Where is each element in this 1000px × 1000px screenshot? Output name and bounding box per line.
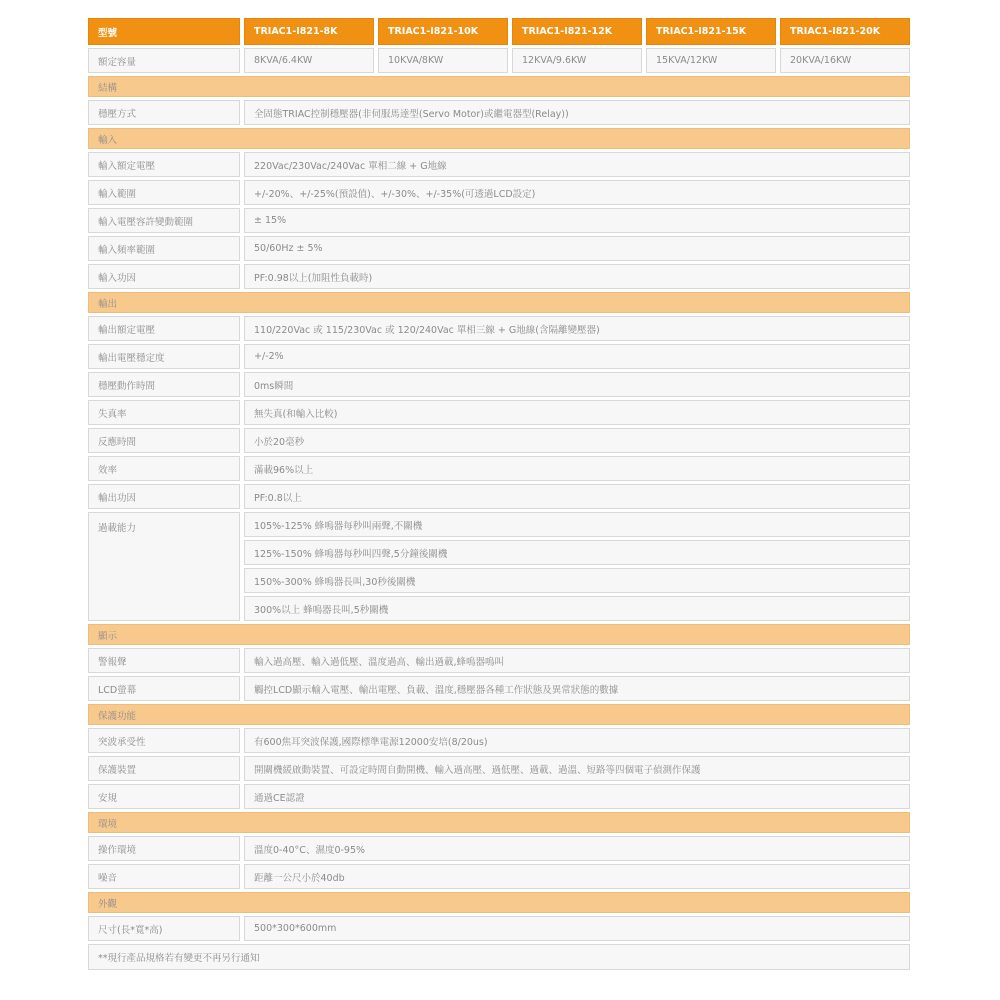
spec-value-0: 8KVA/6.4KW xyxy=(244,48,374,73)
spec-label: 穩壓方式 xyxy=(88,100,240,125)
section-title: 結構 xyxy=(88,76,910,97)
spec-row xyxy=(88,728,910,753)
spec-row xyxy=(88,316,910,341)
spec-value: 500*300*600mm xyxy=(244,916,910,941)
spec-label: 穩壓動作時間 xyxy=(88,372,240,397)
section-row xyxy=(88,76,910,97)
footnote-row xyxy=(88,944,910,970)
spec-row xyxy=(88,264,910,289)
spec-value: 220Vac/230Vac/240Vac 單相二線 + G地線 xyxy=(244,152,910,177)
spec-row xyxy=(88,676,910,701)
spec-value: 觸控LCD顯示輸入電壓、輸出電壓、負載、溫度,穩壓器各種工作狀態及異常狀態的數據 xyxy=(244,676,910,701)
spec-label: 額定容量 xyxy=(88,48,240,73)
spec-value: PF:0.98以上(加阻性負載時) xyxy=(244,264,910,289)
spec-row xyxy=(88,180,910,205)
section-title: 顯示 xyxy=(88,624,910,645)
spec-row xyxy=(88,100,910,125)
spec-label: 安規 xyxy=(88,784,240,809)
spec-value: +/-2% xyxy=(244,344,910,369)
spec-value: 全固態TRIAC控制穩壓器(非伺服馬達型(Servo Motor)或繼電器型(Relay)) xyxy=(244,100,910,125)
section-row xyxy=(88,292,910,313)
spec-label: LCD螢幕 xyxy=(88,676,240,701)
spec-label: 輸入範圍 xyxy=(88,180,240,205)
spec-value: 105%-125% 蜂鳴器每秒叫兩聲,不關機 xyxy=(244,512,910,537)
spec-value: +/-20%、+/-25%(預設值)、+/-30%、+/-35%(可透過LCD設定) xyxy=(244,180,910,205)
section-title: 輸出 xyxy=(88,292,910,313)
model-header-4: TRIAC1-I821-20K xyxy=(780,18,910,45)
model-header-1: TRIAC1-I821-10K xyxy=(378,18,508,45)
spec-value: 300%以上 蜂鳴器長叫,5秒關機 xyxy=(244,596,910,621)
spec-label: 反應時間 xyxy=(88,428,240,453)
spec-value: 小於20毫秒 xyxy=(244,428,910,453)
model-header-row xyxy=(88,18,910,45)
spec-row xyxy=(88,152,910,177)
spec-label: 過載能力 xyxy=(88,512,240,621)
spec-row xyxy=(88,648,910,673)
section-title: 環境 xyxy=(88,812,910,833)
spec-row xyxy=(88,48,910,73)
spec-row xyxy=(88,916,910,941)
spec-label: 警報聲 xyxy=(88,648,240,673)
spec-row xyxy=(88,484,910,509)
spec-value: 50/60Hz ± 5% xyxy=(244,236,910,261)
section-row xyxy=(88,704,910,725)
spec-value: 有600焦耳突波保護,國際標準電源12000安培(8/20us) xyxy=(244,728,910,753)
spec-value-1: 10KVA/8KW xyxy=(378,48,508,73)
spec-row xyxy=(88,864,910,889)
spec-label: 噪音 xyxy=(88,864,240,889)
spec-label: 輸出電壓穩定度 xyxy=(88,344,240,369)
spec-value: 無失真(和輸入比較) xyxy=(244,400,910,425)
spec-row xyxy=(88,428,910,453)
spec-value: 開關機緩啟動裝置、可設定時間自動開機、輸入過高壓、過低壓、過載、過溫、短路等四個電子偵測作保護 xyxy=(244,756,910,781)
spec-value-2: 12KVA/9.6KW xyxy=(512,48,642,73)
spec-row xyxy=(88,512,910,537)
spec-row xyxy=(88,836,910,861)
spec-value: 125%-150% 蜂鳴器每秒叫四聲,5分鐘後關機 xyxy=(244,540,910,565)
spec-row xyxy=(88,784,910,809)
section-title: 輸入 xyxy=(88,128,910,149)
section-row xyxy=(88,892,910,913)
spec-value: 150%-300% 蜂鳴器長叫,30秒後關機 xyxy=(244,568,910,593)
spec-value: ± 15% xyxy=(244,208,910,233)
section-title: 外觀 xyxy=(88,892,910,913)
section-row xyxy=(88,128,910,149)
spec-row xyxy=(88,236,910,261)
spec-label: 輸出功因 xyxy=(88,484,240,509)
footnote-text: **現行產品規格若有變更不再另行通知 xyxy=(88,944,910,970)
spec-value-4: 20KVA/16KW xyxy=(780,48,910,73)
spec-value: 溫度0-40°C、濕度0-95% xyxy=(244,836,910,861)
spec-label: 保護裝置 xyxy=(88,756,240,781)
spec-label: 失真率 xyxy=(88,400,240,425)
spec-label: 輸入額定電壓 xyxy=(88,152,240,177)
spec-label: 突波承受性 xyxy=(88,728,240,753)
product-spec-table xyxy=(84,15,914,973)
spec-value: 110/220Vac 或 115/230Vac 或 120/240Vac 單相三線 + G地線(含隔離變壓器) xyxy=(244,316,910,341)
spec-label: 效率 xyxy=(88,456,240,481)
model-header-label: 型號 xyxy=(88,18,240,45)
spec-row xyxy=(88,208,910,233)
spec-value: PF:0.8以上 xyxy=(244,484,910,509)
section-title: 保護功能 xyxy=(88,704,910,725)
spec-value: 0ms瞬間 xyxy=(244,372,910,397)
spec-label: 輸出額定電壓 xyxy=(88,316,240,341)
spec-table-body xyxy=(88,48,910,970)
spec-label: 操作環境 xyxy=(88,836,240,861)
spec-row xyxy=(88,372,910,397)
spec-row xyxy=(88,756,910,781)
spec-table-head xyxy=(88,18,910,45)
spec-row xyxy=(88,400,910,425)
spec-value: 距離一公尺小於40db xyxy=(244,864,910,889)
spec-row xyxy=(88,344,910,369)
spec-value: 滿載96%以上 xyxy=(244,456,910,481)
model-header-0: TRIAC1-I821-8K xyxy=(244,18,374,45)
spec-label: 輸入電壓容許變動範圍 xyxy=(88,208,240,233)
model-header-2: TRIAC1-I821-12K xyxy=(512,18,642,45)
section-row xyxy=(88,812,910,833)
spec-value: 通過CE認證 xyxy=(244,784,910,809)
spec-label: 尺寸(長*寬*高) xyxy=(88,916,240,941)
spec-label: 輸入頻率範圍 xyxy=(88,236,240,261)
section-row xyxy=(88,624,910,645)
spec-row xyxy=(88,456,910,481)
spec-value: 輸入過高壓、輸入過低壓、溫度過高、輸出過載,蜂鳴器鳴叫 xyxy=(244,648,910,673)
model-header-3: TRIAC1-I821-15K xyxy=(646,18,776,45)
spec-label: 輸入功因 xyxy=(88,264,240,289)
spec-value-3: 15KVA/12KW xyxy=(646,48,776,73)
